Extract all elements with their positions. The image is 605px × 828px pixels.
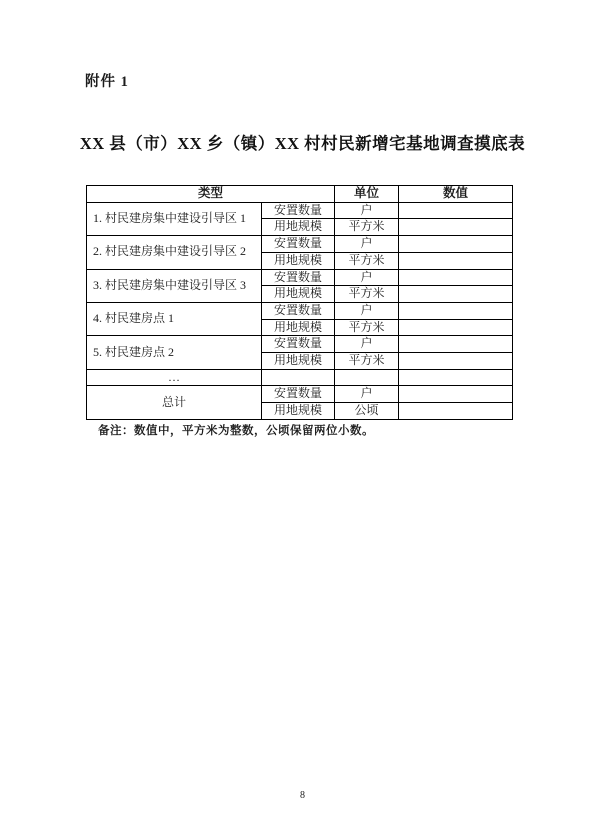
value-cell <box>399 369 513 386</box>
unit-cell: 平方米 <box>335 353 399 370</box>
page-number: 8 <box>300 790 305 801</box>
table-row <box>87 336 513 353</box>
table-note: 备注：数值中，平方米为整数，公顷保留两位小数。 <box>98 425 374 437</box>
value-cell <box>399 252 513 269</box>
item-cell: 用地规模 <box>262 219 335 236</box>
category-cell: 5. 村民建房点 2 <box>87 336 262 369</box>
table-row <box>87 302 513 319</box>
category-cell: 3. 村民建房集中建设引导区 3 <box>87 269 262 302</box>
unit-cell: 户 <box>335 386 399 403</box>
unit-cell: 平方米 <box>335 286 399 303</box>
value-cell <box>399 386 513 403</box>
document-title: XX 县（市）XX 乡（镇）XX 村村民新增宅基地调查摸底表 <box>79 134 526 153</box>
item-cell: 安置数量 <box>262 302 335 319</box>
unit-cell: 户 <box>335 236 399 253</box>
header-unit: 单位 <box>335 186 399 203</box>
ellipsis-cell: … <box>87 369 262 386</box>
header-type: 类型 <box>87 186 335 203</box>
value-cell <box>399 302 513 319</box>
unit-cell: 户 <box>335 302 399 319</box>
table-row <box>87 269 513 286</box>
value-cell <box>399 286 513 303</box>
value-cell <box>399 269 513 286</box>
category-cell: 2. 村民建房集中建设引导区 2 <box>87 236 262 269</box>
item-cell: 安置数量 <box>262 269 335 286</box>
item-cell: 用地规模 <box>262 353 335 370</box>
unit-cell: 平方米 <box>335 219 399 236</box>
value-cell <box>399 236 513 253</box>
table-row <box>87 236 513 253</box>
item-cell: 用地规模 <box>262 403 335 420</box>
value-cell <box>399 353 513 370</box>
category-cell: 1. 村民建房集中建设引导区 1 <box>87 202 262 235</box>
attachment-label: 附件 1 <box>85 74 129 90</box>
table-row <box>87 202 513 219</box>
value-cell <box>399 336 513 353</box>
unit-cell: 户 <box>335 336 399 353</box>
unit-cell <box>335 369 399 386</box>
value-cell <box>399 202 513 219</box>
item-cell: 安置数量 <box>262 386 335 403</box>
item-cell: 安置数量 <box>262 336 335 353</box>
unit-cell: 公顷 <box>335 403 399 420</box>
item-cell: 用地规模 <box>262 319 335 336</box>
value-cell <box>399 219 513 236</box>
item-cell: 安置数量 <box>262 202 335 219</box>
value-cell <box>399 319 513 336</box>
unit-cell: 平方米 <box>335 319 399 336</box>
total-row <box>87 386 513 403</box>
item-cell <box>262 369 335 386</box>
category-cell: 4. 村民建房点 1 <box>87 302 262 335</box>
value-cell <box>399 403 513 420</box>
unit-cell: 户 <box>335 269 399 286</box>
item-cell: 用地规模 <box>262 252 335 269</box>
item-cell: 用地规模 <box>262 286 335 303</box>
table-header-row <box>87 186 513 203</box>
survey-table <box>86 185 513 420</box>
ellipsis-row <box>87 369 513 386</box>
unit-cell: 户 <box>335 202 399 219</box>
total-category-cell: 总计 <box>87 386 262 419</box>
unit-cell: 平方米 <box>335 252 399 269</box>
item-cell: 安置数量 <box>262 236 335 253</box>
header-value: 数值 <box>399 186 513 203</box>
